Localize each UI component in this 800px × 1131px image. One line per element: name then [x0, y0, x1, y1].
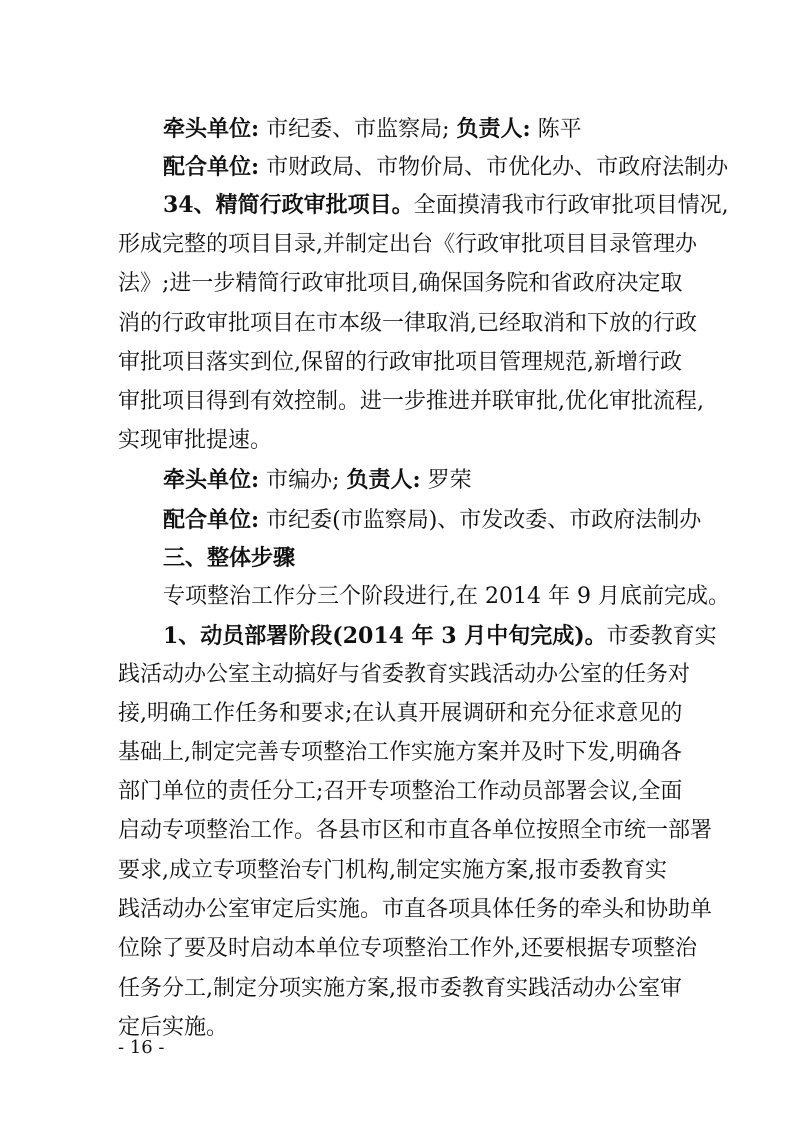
support-unit-value: 市财政局、市物价局、市优化办、市政府法制办 [266, 155, 729, 180]
support-unit-value: 市纪委(市监察局)、市发改委、市政府法制办 [266, 508, 702, 533]
responsible-person-label: 负责人: [346, 467, 421, 493]
step-1-text-line: 定后实施。 [118, 1015, 229, 1040]
item-34-text-line: 法》;进一步精简行政审批项目,确保国务院和省政府决定取 [118, 271, 683, 296]
responsible-person: 陈平 [537, 117, 582, 142]
item-34-text-line: 审批项目得到有效控制。进一步推进并联审批,优化审批流程, [118, 389, 704, 414]
section-intro: 专项整治工作分三个阶段进行,在 2014 年 9 月底前完成。 [163, 584, 730, 609]
support-unit-line-1 [0, 152, 800, 183]
item-34-text-line: 实现审批提速。 [118, 428, 273, 453]
lead-unit-label: 牵头单位: [163, 467, 260, 493]
lead-unit-line-2 [0, 465, 800, 496]
step-1-text-line: 启动专项整治工作。各县市区和市直各单位按照全市统一部署 [118, 818, 713, 843]
responsible-person-label: 负责人: [456, 116, 531, 142]
lead-unit-value: 市编办; [266, 468, 340, 493]
step-1-text-line: 市委教育实 [606, 624, 717, 649]
step-1-text-line: 接,明确工作任务和要求;在认真开展调研和充分征求意见的 [118, 701, 683, 726]
item-34-title: 34、精简行政审批项目。 [163, 192, 414, 218]
responsible-person: 罗荣 [427, 468, 472, 493]
lead-unit-label: 牵头单位: [163, 116, 260, 142]
section-heading: 三、整体步骤 [163, 545, 296, 571]
lead-unit-value: 市纪委、市监察局; [266, 117, 450, 142]
item-34-text-line: 全面摸清我市行政审批项目情况, [413, 193, 729, 218]
step-1-text-line: 基础上,制定完善专项整治工作实施方案并及时下发,明确各 [118, 740, 682, 765]
support-unit-label: 配合单位: [163, 507, 260, 533]
step-1-text-line: 要求,成立专项整治专门机构,制定实施方案,报市委教育实 [118, 858, 667, 883]
step-1-title: 1、动员部署阶段(2014 年 3 月中旬完成)。 [163, 623, 607, 649]
support-unit-label: 配合单位: [163, 154, 260, 180]
support-unit-line-2 [0, 505, 800, 536]
step-1-text-line: 践活动办公室主动搞好与省委教育实践活动办公室的任务对 [118, 662, 691, 687]
page-number: - 16 - [118, 1037, 165, 1058]
step-1-text-line: 位除了要及时启动本单位专项整治工作外,还要根据专项整治 [118, 936, 697, 961]
step-1-first-line [0, 621, 800, 652]
step-1-text-line: 践活动办公室审定后实施。市直各项具体任务的牵头和协助单 [118, 897, 713, 922]
step-1-text-line: 部门单位的责任分工;召开专项整治工作动员部署会议,全面 [118, 779, 683, 804]
step-1-text-line: 任务分工,制定分项实施方案,报市委教育实践活动办公室审 [118, 976, 682, 1001]
lead-unit-line-1 [0, 114, 800, 145]
item-34-text-line: 形成完整的项目目录,并制定出台《行政审批项目目录管理办 [118, 232, 697, 257]
item-34-text-line: 审批项目落实到位,保留的行政审批项目管理规范,新增行政 [118, 350, 682, 375]
item-34-text-line: 消的行政审批项目在市本级一律取消,已经取消和下放的行政 [118, 311, 697, 336]
item-34-first-line [0, 190, 800, 221]
